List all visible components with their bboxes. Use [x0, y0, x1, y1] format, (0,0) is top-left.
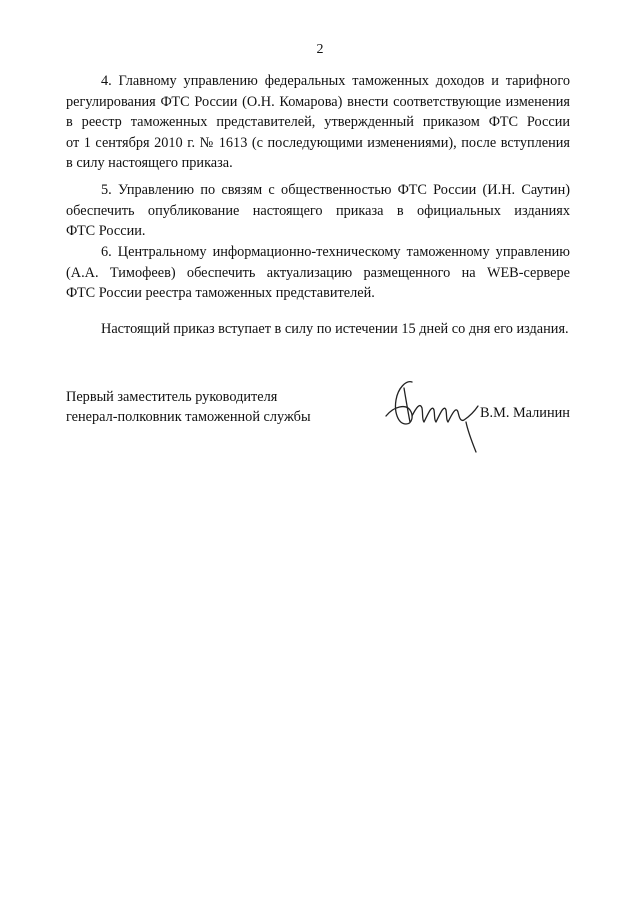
signatory-position-line: генерал-полковник таможенной службы	[66, 409, 311, 425]
paragraph-line: ФТС России.	[66, 223, 146, 239]
signatory-position-line: Первый заместитель руководителя	[66, 389, 278, 405]
paragraph-line: 6. Центральному информационно-техническому таможенному управлению	[101, 244, 570, 260]
closing-statement: Настоящий приказ вступает в силу по истечении 15 дней со дня его издания.	[101, 321, 569, 337]
signatory-name: В.М. Малинин	[480, 405, 570, 421]
page-number: 2	[316, 42, 324, 57]
paragraph-4	[66, 71, 570, 174]
paragraph-line: 5. Управлению по связям с общественностью ФТС России (И.Н. Саутин)	[101, 182, 570, 198]
paragraph-line: обеспечить опубликование настоящего приказа в официальных изданиях	[66, 202, 570, 219]
paragraph-line: ФТС России реестра таможенных представителей.	[66, 285, 375, 301]
handwritten-signature	[380, 372, 480, 458]
paragraph-line: 4. Главному управлению федеральных таможенных доходов и тарифного	[101, 73, 570, 89]
paragraph-6	[66, 242, 570, 304]
paragraph-5	[66, 180, 570, 242]
signatory-position	[66, 387, 311, 427]
paragraph-line: в силу настоящего приказа.	[66, 155, 233, 171]
paragraph-line: от 1 сентября 2010 г. № 1613 (с последующими изменениями), после вступления	[66, 134, 570, 151]
paragraph-line: (А.А. Тимофеев) обеспечить актуализацию размещенного на WEB-сервере	[66, 264, 570, 281]
paragraph-line: регулирования ФТС России (О.Н. Комарова) внести соответствующие изменения	[66, 93, 570, 110]
paragraph-line: в реестр таможенных представителей, утвержденный приказом ФТС России	[66, 114, 570, 130]
